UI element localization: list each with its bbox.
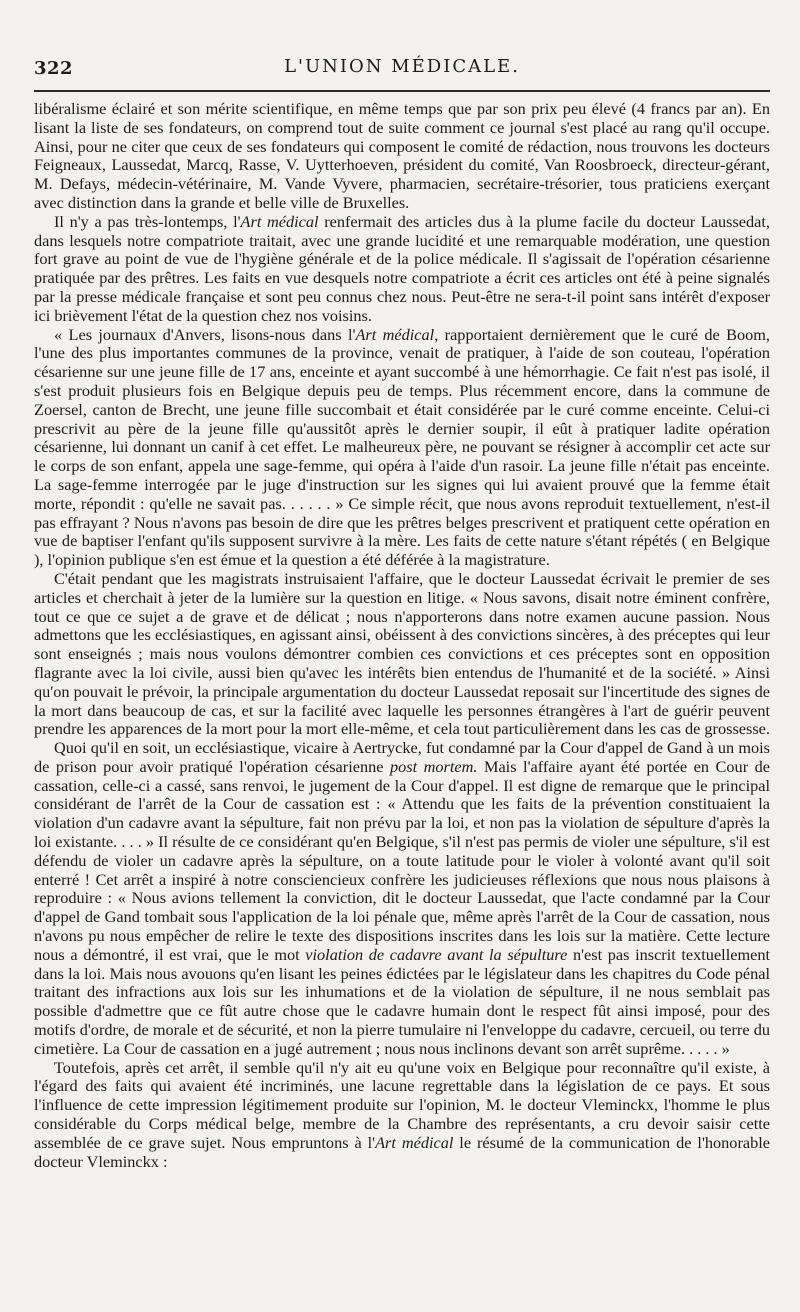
paragraph-2: Il n'y a pas très-lontemps, l'Art médical renfermait des articles dus à la plume facile du docteur Laussedat, dans lesquels notre compatriote traitait, avec une grande lucidité et une remarquable modération, une question fort grave au point de vue de l'hygiène générale et de la police médicale. Il s'agissait de l'opération césarienne pratiquée par des prêtres. Les faits en vue desquels notre compatriote a écrit ces articles ont été à peine signalés par la presse médicale française et sont peu connus chez nous. Peut-être ne sera-t-il point sans intérêt d'exposer ici brièvement l'état de la question chez nos voisins. bbox=[34, 211, 770, 325]
paragraph-1: libéralisme éclairé et son mérite scientifique, en même temps que par son prix peu élevé (4 francs par an). En lisant la liste de ses fondateurs, on comprend tout de suite comment ce journal s'est placé au rang qu'il occupe. Ainsi, pour ne citer que ceux de ses fondateurs qui composent le comité de rédaction, nous trouvons les docteurs Feigneaux, Laussedat, Marcq, Rasse, V. Uytterhoeven, président du comité, Van Roosbroeck, directeur-gérant, M. Defays, médecin-vétérinaire, M. Vande Vyvere, pharmacien, secrétaire-trésorier, tous praticiens exerçant avec distinction dans la grande et belle ville de Bruxelles. bbox=[34, 99, 770, 212]
page-number: 322 bbox=[34, 58, 74, 79]
paragraph-6: Toutefois, après cet arrêt, il semble qu'il n'y ait eu qu'une voix en Belgique pour reconnaître qu'il existe, à l'égard des faits qui avaient été incriminés, une lacune regrettable dans la législation de ce pays. Et sous l'influence de cette impression légitimement produite sur l'opinion, M. le docteur Vleminckx, l'homme le plus considérable du Corps médical belge, membre de la Chambre des représentants, a cru devoir saisir cette assemblée de ce grave sujet. Nous empruntons à l'Art médical le résumé de la communication de l'honorable docteur Vleminckx : bbox=[34, 1057, 770, 1171]
journal-title: Art médical bbox=[240, 211, 319, 231]
body-text bbox=[34, 100, 770, 1171]
legal-term: violation de cadavre avant la sépulture bbox=[305, 944, 568, 964]
paragraph-4: C'était pendant que les magistrats instruisaient l'affaire, que le docteur Laussedat écrivait le premier de ses articles et cherchait à jeter de la lumière sur la question en litige. « Nous savons, disait notre éminent confrère, tout ce que ce sujet a de grave et de délicat ; nous n'apporterons dans notre examen aucune passion. Nous admettons que les ecclésiastiques, en agissant ainsi, obéissent à des convictions sincères, à des préceptes qui leur sont enseignés ; mais nous voulons démontrer combien ces convictions et ces préceptes sont en opposition flagrante avec la loi civile, aussi bien qu'avec les intérêts bien entendus de l'humanité et de la société. » Ainsi qu'on pouvait le prévoir, la principale argumentation du docteur Laussedat reposait sur l'incertitude des signes de la mort dans beaucoup de cas, et sur la facilité avec laquelle les personnes étrangères à l'art de guérir peuvent prendre les apparences de la mort pour la mort elle-même, et cela tout particulièrement dans les cas de grossesse. bbox=[34, 568, 770, 739]
journal-title: Art médical bbox=[355, 324, 435, 344]
header-rule bbox=[34, 90, 770, 92]
latin-term: post mortem. bbox=[389, 756, 478, 776]
paragraph-3: « Les journaux d'Anvers, lisons-nous dans l'Art médical, rapportaient dernièrement que le curé de Boom, l'une des plus importantes communes de la province, venait de pratiquer, à l'aide de son couteau, l'opération césarienne sur une jeune fille de 17 ans, enceinte et ayant succombé à une hémorrhagie. Ce fait n'est pas isolé, il s'est produit plusieurs fois en Belgique depuis peu de temps. Plus récemment encore, dans la commune de Zoersel, canton de Brecht, une jeune fille succombait et était considérée par le curé comme enceinte. Celui-ci prescrivit au père de la jeune fille qu'aussitôt après le dernier soupir, il eût à pratiquer ladite opération césarienne, lui donnant un canif à cet effet. Le malheureux père, ne pouvant se résigner à accomplir cet acte sur le corps de son enfant, appela une sage-femme, qui opéra à l'aide d'un rasoir. La jeune fille n'était pas enceinte. La sage-femme interrogée par le juge d'instruction sur les signes qui lui avaient prouvé que la femme était morte, répondit : qu'elle ne savait pas. . . . . . » Ce simple récit, que nous avons reproduit textuellement, n'est-il pas effrayant ? Nous n'avons pas besoin de dire que les prêtres belges prescrivent et pratiquent cette opération en vue de baptiser l'enfant qu'ils supposent survivre à la mère. Les faits de cette nature s'étant répétés ( en Belgique ), l'opinion publique s'en est émue et la question a été déférée à la magistrature. bbox=[34, 324, 770, 570]
paragraph-5: Quoi qu'il en soit, un ecclésiastique, vicaire à Aertrycke, fut condamné par la Cour d'appel de Gand à un mois de prison pour avoir pratiqué l'opération césarienne post mortem. Mais l'affaire ayant été portée en Cour de cassation, celle-ci a cassé, sans renvoi, le jugement de la Cour d'appel. Il est digne de remarque que le principal considérant de l'arrêt de la Cour de cassation est : « Attendu que les faits de la prévention constituaient la violation d'un cadavre avant la sépulture, fait non prévu par la loi, et non pas la violation de sépulture d'après la loi existante. . . . » Il résulte de ce considérant qu'en Belgique, s'il n'est pas permis de violer une sépulture, s'il est défendu de violer un cadavre après la sépulture, on a toute latitude pour le violer à volonté avant qu'il soit enterré ! Cet arrêt a inspiré à notre consciencieux confrère les judicieuses réflexions que nous nous plaisons à reproduire : « Nous avions tellement la conviction, dit le docteur Laussedat, que l'acte condamné par la Cour d'appel de Gand tombait sous l'application de la loi pénale que, même après l'arrêt de la Cour de cassation, nous n'avons pu nous empêcher de relire le texte des dispositions inscrites dans les lois sur la matière. Cette lecture nous a démontré, il est vrai, que le mot violation de cadavre avant la sépulture n'est pas inscrit textuellement dans la loi. Mais nous avouons qu'en lisant les peines édictées par le législateur dans les chapitres du Code pénal traitant des infractions aux lois sur les inhumations et de la violation de sépulture, il ne nous semblait pas possible d'admettre que ce fût autre chose que le cadavre humain dont le respect fût ainsi imposé, pour des motifs d'ordre, de morale et de sécurité, et non la pierre tumulaire ni l'enveloppe du cadavre, cercueil, ou terre du cimetière. La Cour de cassation en a jugé autrement ; nous nous inclinons devant son arrêt suprême. . . . . » bbox=[34, 738, 770, 1058]
journal-title: Art médical bbox=[375, 1132, 454, 1152]
page-header bbox=[34, 52, 770, 88]
running-title: L'UNION MÉDICALE. bbox=[284, 56, 520, 77]
